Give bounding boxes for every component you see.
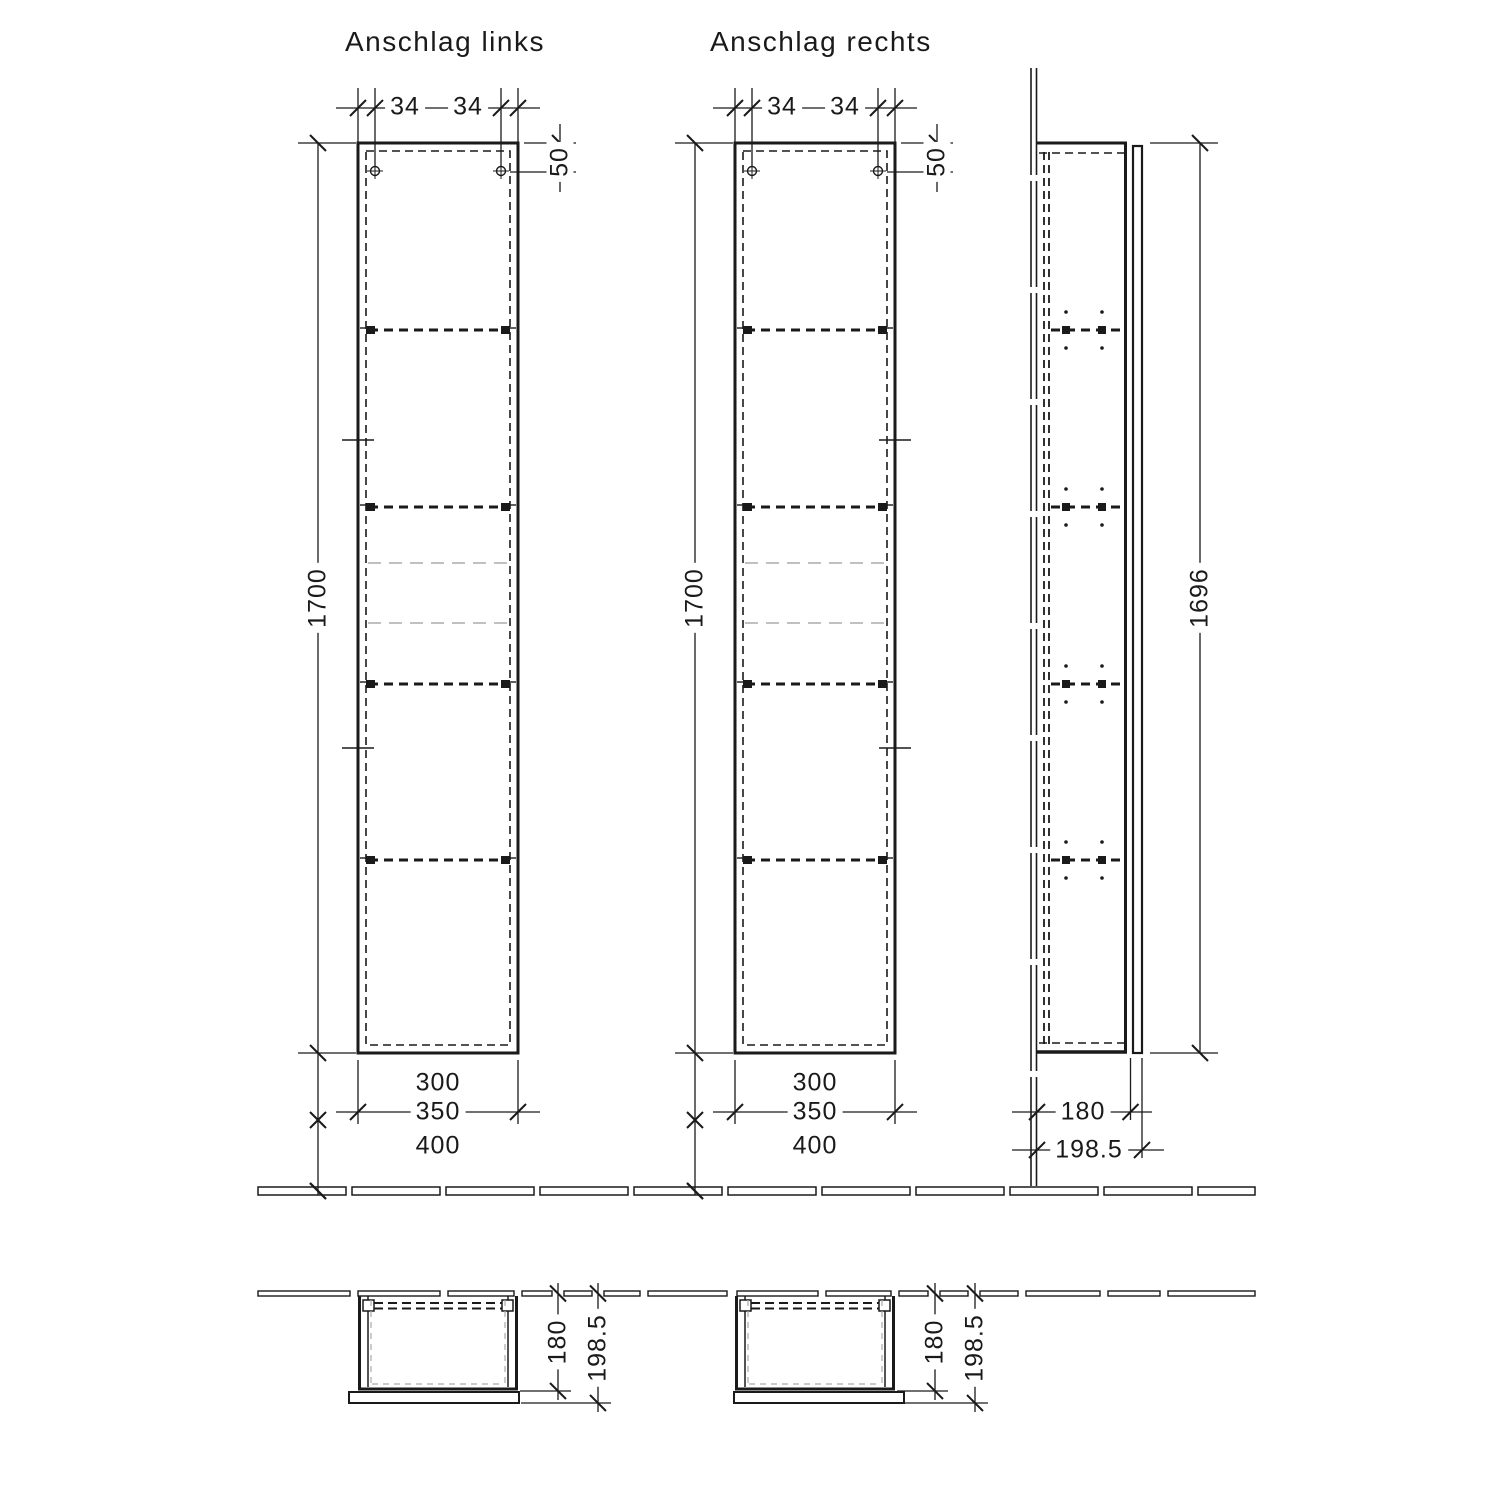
dim-plan-rechts-body-depth: 180: [922, 1315, 949, 1370]
dim-links-hole-offset-right: 34: [448, 94, 488, 121]
dim-rechts-width-350: 350: [788, 1099, 843, 1126]
dim-side-total-depth: 198.5: [1050, 1137, 1128, 1164]
dim-links-width-300: 300: [411, 1070, 466, 1097]
dim-rechts-hole-offset-right: 34: [825, 94, 865, 121]
dim-rechts-width-300: 300: [788, 1070, 843, 1097]
dim-links-width-350: 350: [411, 1099, 466, 1126]
dim-rechts-hole-offset-left: 34: [762, 94, 802, 121]
dim-links-hole-offset-left: 34: [385, 94, 425, 121]
dim-rechts-hole-top-offset: 50: [924, 142, 951, 182]
dim-plan-links-body-depth: 180: [545, 1315, 572, 1370]
dim-side-height: 1696: [1187, 563, 1214, 633]
dim-links-width-400: 400: [411, 1133, 466, 1160]
dim-plan-rechts-total-depth: 198.5: [962, 1309, 989, 1387]
dim-rechts-height: 1700: [682, 563, 709, 633]
title-anschlag-links: Anschlag links: [345, 26, 545, 57]
title-anschlag-rechts: Anschlag rechts: [710, 26, 932, 57]
dim-plan-links-total-depth: 198.5: [585, 1309, 612, 1387]
dim-links-height: 1700: [305, 563, 332, 633]
dim-links-hole-top-offset: 50: [547, 142, 574, 182]
dim-rechts-width-400: 400: [788, 1133, 843, 1160]
dim-side-body-depth: 180: [1056, 1099, 1111, 1126]
